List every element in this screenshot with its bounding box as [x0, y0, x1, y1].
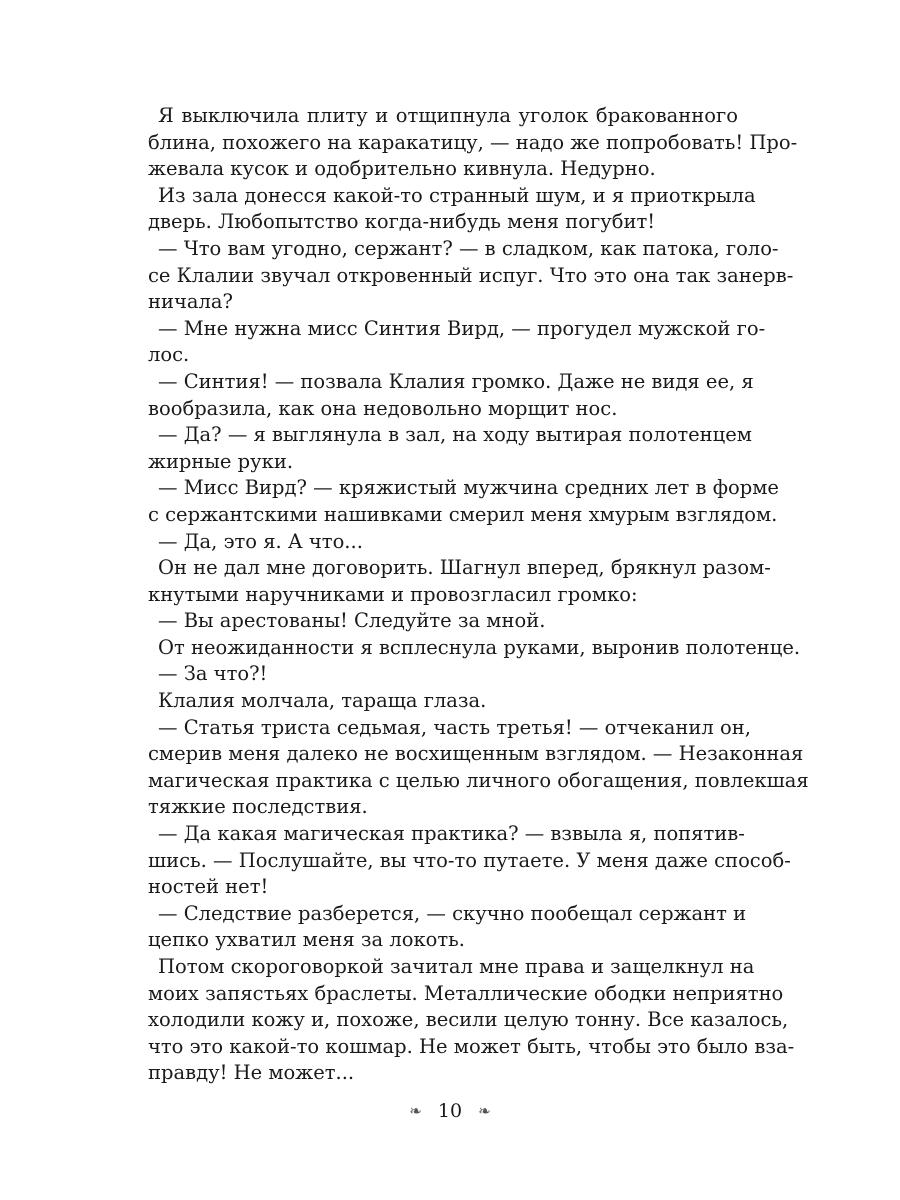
page-number: 10	[437, 1100, 463, 1122]
text-line: блина, похожего на каракатицу, — надо же попробовать! Про-	[148, 130, 798, 154]
text-line: холодили кожу и, похоже, весили целую тонну. Все казалось,	[148, 1008, 789, 1032]
text-line: — Следствие разберется, — скучно пообещал сержант и	[158, 901, 747, 925]
text-line: — Да какая магическая практика? — взвыла я, попятив-	[158, 822, 745, 846]
text-line: жевала кусок и одобрительно кивнула. Недурно.	[148, 157, 656, 181]
paragraph	[148, 236, 794, 316]
text-line: кнутыми наручниками и провозгласил громко:	[148, 582, 638, 606]
text-line: моих запястьях браслеты. Металлические ободки неприятно	[148, 981, 784, 1005]
text-line: — Что вам угодно, сержант? — в сладком, как патока, голо-	[158, 236, 779, 260]
paragraph	[148, 635, 801, 662]
page-footer	[0, 1099, 900, 1122]
text-line: шись. — Послушайте, вы что-то путаете. У меня даже способ-	[148, 848, 791, 872]
text-line: магическая практика с целью личного обогащения, повлекшая	[148, 768, 809, 792]
text-line: се Клалии звучал откровенный испуг. Что это она так занерв-	[148, 263, 794, 287]
text-line: дверь. Любопытство когда-нибудь меня погубит!	[148, 210, 656, 234]
paragraph	[148, 103, 798, 183]
paragraph	[148, 316, 766, 369]
text-line: вообразила, как она недовольно морщит нос.	[148, 396, 618, 420]
text-line: что это какой-то кошмар. Не может быть, чтобы это было вза-	[148, 1034, 795, 1058]
text-line: с сержантскими нашивками смерил меня хмурым взглядом.	[148, 502, 778, 526]
text-line: — Вы арестованы! Следуйте за мной.	[158, 609, 546, 633]
paragraph	[148, 475, 779, 528]
paragraph	[148, 821, 791, 901]
text-line: Из зала донесся какой-то странный шум, и я приоткрыла	[158, 183, 756, 207]
text-line: цепко ухватил меня за локоть.	[148, 928, 465, 952]
paragraph	[148, 555, 771, 608]
paragraph	[148, 901, 747, 954]
text-line: правду! Не может...	[148, 1061, 355, 1085]
footer-ornament-left-icon: ❧	[409, 1102, 422, 1120]
paragraph	[148, 715, 809, 821]
text-line: Потом скороговоркой зачитал мне права и защелкнул на	[158, 955, 755, 978]
paragraph	[148, 661, 738, 688]
text-line: ничала?	[148, 290, 233, 314]
footer-ornament-right-icon: ❧	[478, 1102, 491, 1120]
text-line: Клалия молчала, тараща глаза.	[158, 689, 487, 713]
text-line: ностей нет!	[148, 875, 269, 899]
paragraph	[148, 688, 738, 715]
text-line: — Мне нужна мисс Синтия Вирд, — прогудел мужской го-	[158, 316, 766, 340]
paragraph	[148, 608, 738, 635]
text-line: От неожиданности я всплеснула руками, выронив полотенце.	[158, 635, 801, 659]
paragraph	[148, 422, 752, 475]
text-line: — Мисс Вирд? — кряжистый мужчина средних лет в форме	[158, 476, 779, 500]
text-line: жирные руки.	[148, 449, 294, 473]
text-line: тяжкие последствия.	[148, 795, 368, 819]
text-line: лос.	[148, 343, 190, 367]
text-line: Я выключила плиту и отщипнула уголок бракованного	[158, 104, 738, 127]
text-line: — Да? — я выглянула в зал, на ходу вытирая полотенцем	[158, 423, 752, 447]
paragraph	[148, 183, 756, 236]
text-line: — Статья триста седьмая, часть третья! — отчеканил он,	[158, 715, 751, 739]
text-line: Он не дал мне договорить. Шагнул вперед, брякнул разом-	[158, 556, 771, 580]
paragraph	[148, 954, 795, 1087]
text-line: смерив меня далеко не восхищенным взглядом. — Незаконная	[148, 742, 804, 766]
text-line: — Да, это я. А что...	[158, 529, 363, 553]
paragraph	[148, 529, 738, 556]
text-line: — Синтия! — позвала Клалия громко. Даже не видя ее, я	[158, 369, 754, 393]
page-body-text	[148, 103, 809, 1087]
paragraph	[148, 369, 754, 422]
text-line: — За что?!	[158, 662, 268, 686]
